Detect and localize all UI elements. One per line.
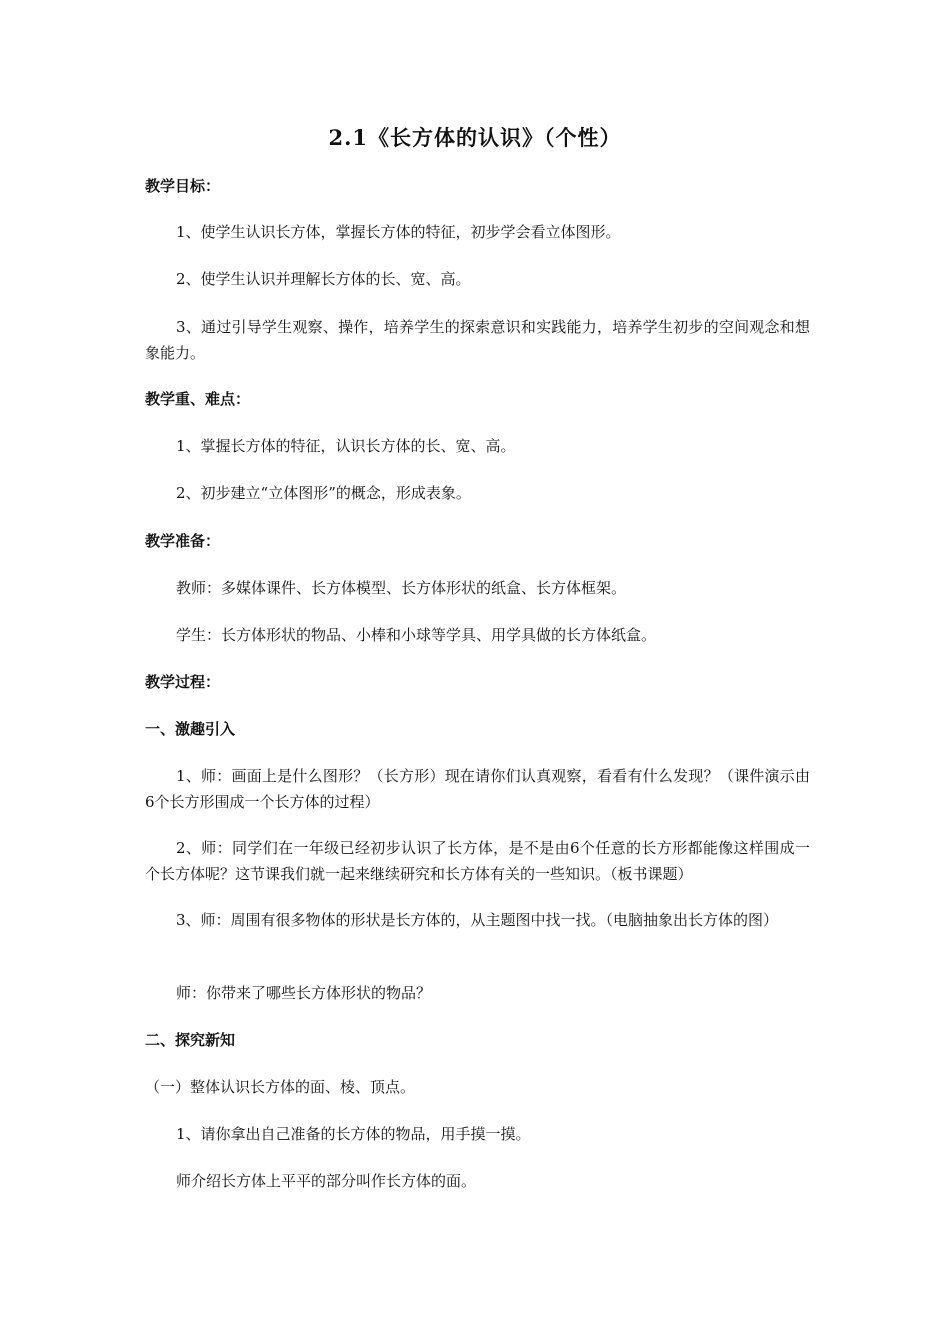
part1-item: 3、师：周围有很多物体的形状是长方体的，从主题图中找一找。（电脑抽象出长方体的图） (176, 911, 779, 929)
objectives-heading: 教学目标： (145, 177, 221, 195)
objective-item: 3、通过引导学生观察、操作，培养学生的探索意识和实践能力，培养学生初步的空间观念和想象能力。 (145, 318, 810, 362)
part2-item: 1、请你拿出自己准备的长方体的物品，用手摸一摸。 (176, 1125, 531, 1143)
part2-subheading: （一）整体认识长方体的面、棱、顶点。 (145, 1078, 416, 1096)
keypoints-heading: 教学重、难点： (145, 390, 251, 408)
keypoint-item: 2、初步建立“立体图形”的概念，形成表象。 (176, 484, 471, 502)
objective-item: 2、使学生认识并理解长方体的长、宽、高。 (176, 270, 471, 288)
preparation-item: 学生：长方体形状的物品、小棒和小球等学具、用学具做的长方体纸盒。 (176, 626, 657, 644)
part2-heading: 二、探究新知 (145, 1031, 236, 1049)
preparation-item: 教师：多媒体课件、长方体模型、长方体形状的纸盒、长方体框架。 (176, 579, 627, 597)
keypoint-item: 1、掌握长方体的特征，认识长方体的长、宽、高。 (176, 437, 516, 455)
preparation-heading: 教学准备： (145, 532, 221, 550)
part1-item: 师：你带来了哪些长方体形状的物品？ (176, 984, 432, 1002)
process-heading: 教学过程： (145, 673, 221, 691)
part1-heading: 一、激趣引入 (145, 720, 236, 738)
objective-item: 1、使学生认识长方体，掌握长方体的特征，初步学会看立体图形。 (176, 223, 621, 241)
page-title: 2.1《长方体的认识》（个性） (328, 125, 622, 150)
part1-item: 2、师：同学们在一年级已经初步认识了长方体，是不是由6个任意的长方形都能像这样围成一个长方体呢？这节课我们就一起来继续研究和长方体有关的一些知识。（板书课题） (145, 839, 810, 883)
part1-item: 1、师：画面上是什么图形？（长方形）现在请你们认真观察，看看有什么发现？（课件演示由6个长方形围成一个长方体的过程） (145, 767, 810, 811)
part2-item: 师介绍长方体上平平的部分叫作长方体的面。 (176, 1172, 477, 1190)
